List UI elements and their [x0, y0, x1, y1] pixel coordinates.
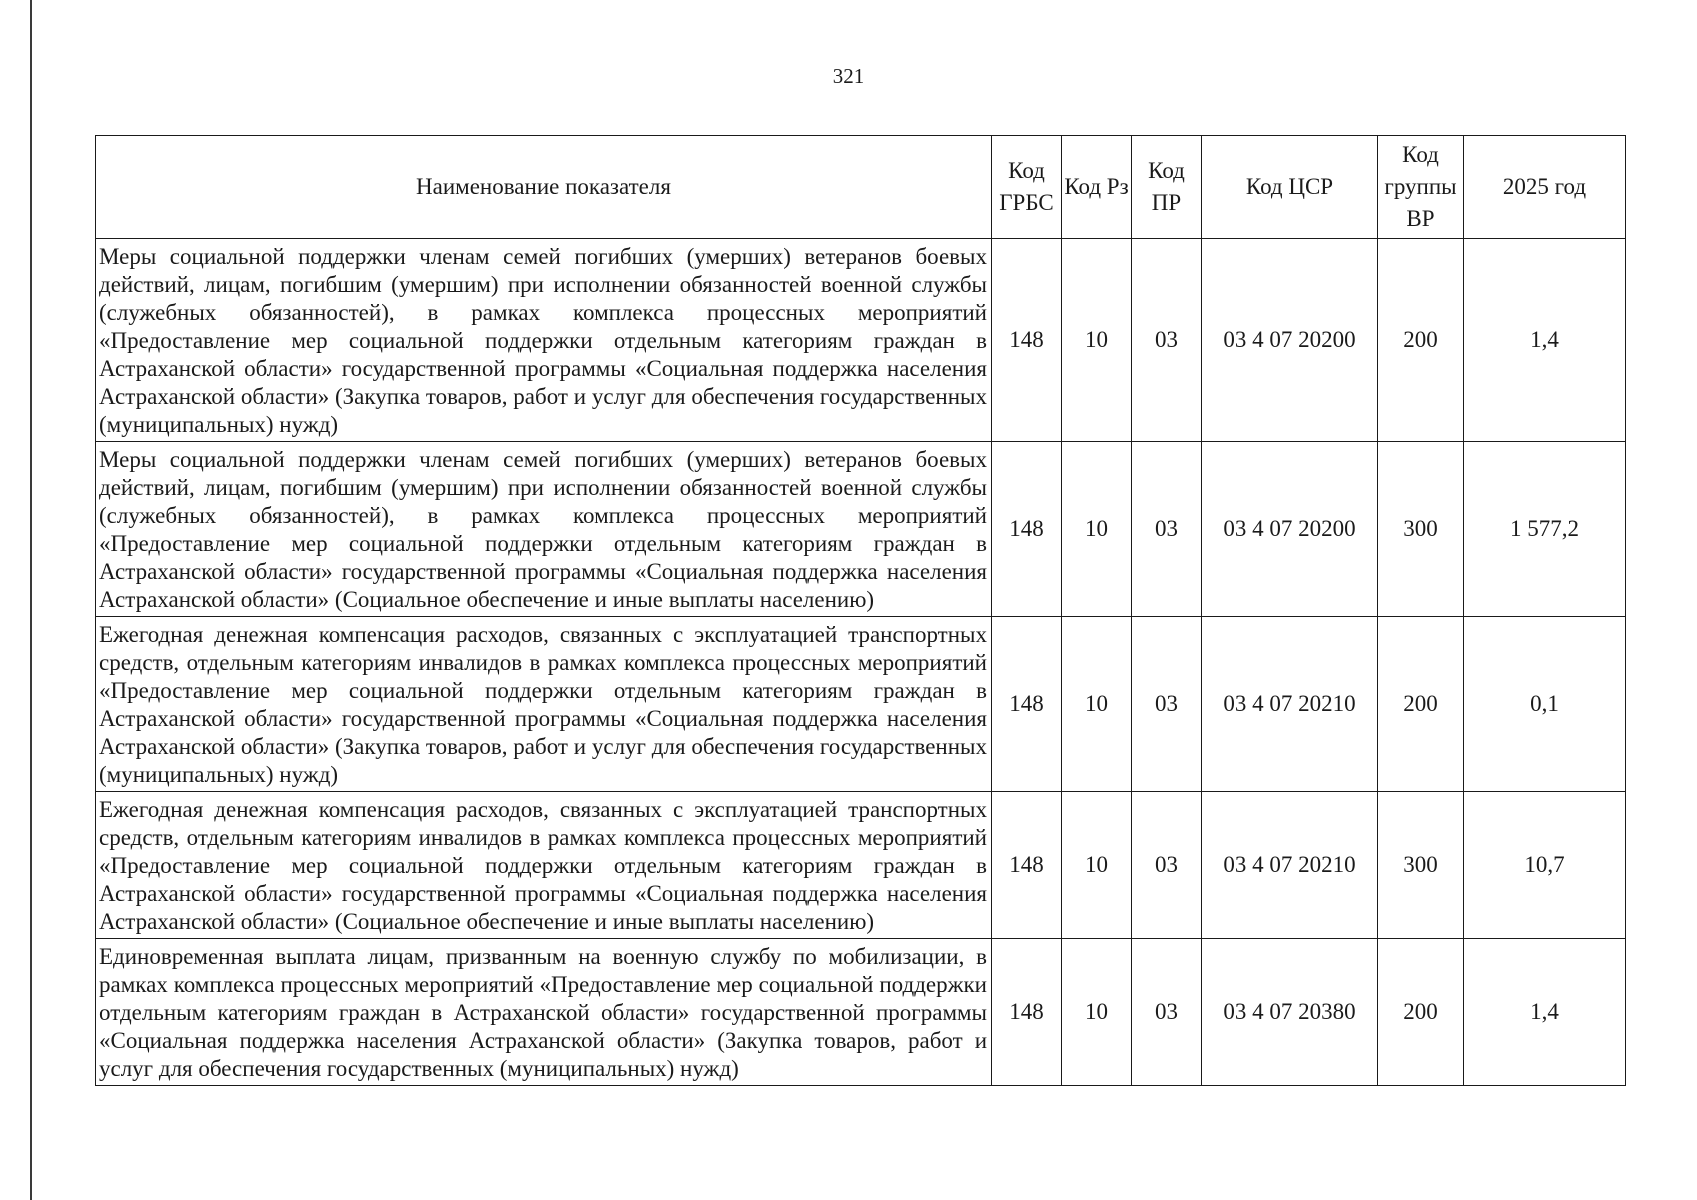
cell-year: 0,1 [1464, 617, 1626, 792]
cell-grbs: 148 [992, 939, 1062, 1086]
cell-vr: 300 [1378, 442, 1464, 617]
header-grbs: Код ГРБС [992, 136, 1062, 239]
cell-rz: 10 [1062, 442, 1132, 617]
cell-year: 1,4 [1464, 239, 1626, 442]
cell-grbs: 148 [992, 239, 1062, 442]
cell-pr: 03 [1132, 239, 1202, 442]
cell-vr: 200 [1378, 239, 1464, 442]
cell-vr: 200 [1378, 939, 1464, 1086]
table-row [96, 617, 1626, 792]
cell-csr: 03 4 07 20200 [1202, 239, 1378, 442]
cell-pr: 03 [1132, 939, 1202, 1086]
cell-name: Меры социальной поддержки членам семей погибших (умерших) ветеранов боевых действий, лицам, погибшим (умершим) при исполнении обязанностей военной службы (служебных обязанностей), в рамках комплекса процессных мероприятий «Предоставление мер социальной поддержки отдельным категориям граждан в Астраханской области» государственной программы «Социальная поддержка населения Астраханской области» (Закупка товаров, работ и услуг для обеспечения государственных (муниципальных) нужд) [96, 239, 992, 442]
table-row [96, 442, 1626, 617]
cell-rz: 10 [1062, 617, 1132, 792]
cell-name: Единовременная выплата лицам, призванным на военную службу по мобилизации, в рамках комплекса процессных мероприятий «Предоставление мер социальной поддержки отдельным категориям граждан в Астраханской области» государственной программы «Социальная поддержка населения Астраханской области» (Закупка товаров, работ и услуг для обеспечения государственных (муниципальных) нужд) [96, 939, 992, 1086]
cell-rz: 10 [1062, 792, 1132, 939]
header-name: Наименование показателя [96, 136, 992, 239]
header-rz: Код Рз [1062, 136, 1132, 239]
cell-rz: 10 [1062, 939, 1132, 1086]
cell-year: 1 577,2 [1464, 442, 1626, 617]
cell-name: Ежегодная денежная компенсация расходов, связанных с эксплуатацией транспортных средств, отдельным категориям инвалидов в рамках комплекса процессных мероприятий «Предоставление мер социальной поддержки отдельным категориям граждан в Астраханской области» государственной программы «Социальная поддержка населения Астраханской области» (Закупка товаров, работ и услуг для обеспечения государственных (муниципальных) нужд) [96, 617, 992, 792]
table-row [96, 792, 1626, 939]
cell-year: 10,7 [1464, 792, 1626, 939]
table-header-row [96, 136, 1626, 239]
cell-grbs: 148 [992, 617, 1062, 792]
cell-year: 1,4 [1464, 939, 1626, 1086]
budget-table [95, 135, 1626, 1086]
cell-pr: 03 [1132, 617, 1202, 792]
cell-name: Меры социальной поддержки членам семей погибших (умерших) ветеранов боевых действий, лицам, погибшим (умершим) при исполнении обязанностей военной службы (служебных обязанностей), в рамках комплекса процессных мероприятий «Предоставление мер социальной поддержки отдельным категориям граждан в Астраханской области» государственной программы «Социальная поддержка населения Астраханской области» (Социальное обеспечение и иные выплаты населению) [96, 442, 992, 617]
table-row [96, 939, 1626, 1086]
cell-rz: 10 [1062, 239, 1132, 442]
cell-name: Ежегодная денежная компенсация расходов, связанных с эксплуатацией транспортных средств, отдельным категориям инвалидов в рамках комплекса процессных мероприятий «Предоставление мер социальной поддержки отдельным категориям граждан в Астраханской области» государственной программы «Социальная поддержка населения Астраханской области» (Социальное обеспечение и иные выплаты населению) [96, 792, 992, 939]
page-number: 321 [832, 64, 865, 88]
header-year: 2025 год [1464, 136, 1626, 239]
cell-pr: 03 [1132, 442, 1202, 617]
cell-pr: 03 [1132, 792, 1202, 939]
cell-vr: 200 [1378, 617, 1464, 792]
header-csr: Код ЦСР [1202, 136, 1378, 239]
cell-csr: 03 4 07 20210 [1202, 792, 1378, 939]
cell-csr: 03 4 07 20380 [1202, 939, 1378, 1086]
cell-grbs: 148 [992, 792, 1062, 939]
cell-vr: 300 [1378, 792, 1464, 939]
table-row [96, 239, 1626, 442]
cell-csr: 03 4 07 20200 [1202, 442, 1378, 617]
header-vr: Код группы ВР [1378, 136, 1464, 239]
header-pr: Код ПР [1132, 136, 1202, 239]
cell-csr: 03 4 07 20210 [1202, 617, 1378, 792]
scan-edge-line [30, 0, 32, 1200]
cell-grbs: 148 [992, 442, 1062, 617]
